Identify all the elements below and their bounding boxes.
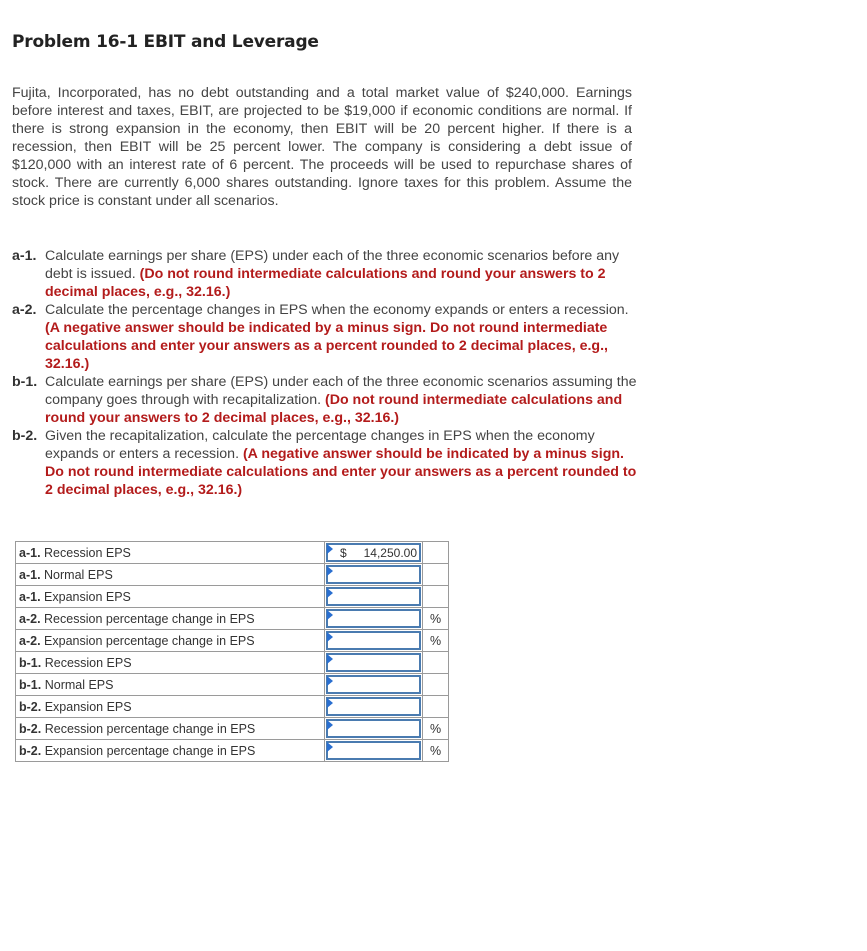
row-label (16, 718, 325, 740)
unit-label (423, 542, 449, 564)
row-label (16, 542, 325, 564)
row-label (16, 652, 325, 674)
answer-cell (325, 674, 423, 696)
answer-cell (325, 586, 423, 608)
row-part: a-2. (19, 633, 41, 648)
row-part: b-1. (19, 677, 42, 692)
problem-statement: Fujita, Incorporated, has no debt outstanding and a total market value of $240,000. Earnings before interest and taxes, EBIT, are projected to be $19,000 if economic conditions are normal. If there is strong expansion in the economy, then EBIT will be 20 percent higher. If there is a recession, then EBIT will be 25 percent lower. The company is considering a debt issue of $120,000 with an interest rate of 6 percent. The proceeds will be used to repurchase shares of stock. There are currently 6,000 shares outstanding. Ignore taxes for this problem. Assume the stock price is constant under all scenarios. (12, 85, 632, 209)
row-label (16, 564, 325, 586)
flag-icon (327, 566, 333, 576)
requirement-item (12, 427, 637, 499)
requirement-instruction: (Do not round intermediate calculations and round your answers to 2 decimal places, e.g., 32.16.) (45, 266, 606, 300)
answer-cell (325, 718, 423, 740)
row-part: a-1. (19, 545, 41, 560)
requirement-text: Calculate earnings per share (EPS) under each of the three economic scenarios assuming the company goes through with recapitalization. (45, 374, 637, 408)
unit-label: % (423, 608, 449, 630)
unit-label (423, 564, 449, 586)
answer-input[interactable] (326, 741, 421, 760)
table-row (16, 696, 449, 718)
row-label-text: Normal EPS (44, 677, 114, 692)
row-part: b-1. (19, 655, 42, 670)
row-label (16, 740, 325, 762)
table-row (16, 652, 449, 674)
answer-input[interactable] (326, 631, 421, 650)
answer-input[interactable] (326, 609, 421, 628)
row-label-text: Expansion percentage change in EPS (44, 633, 255, 648)
flag-icon (327, 654, 333, 664)
flag-icon (327, 588, 333, 598)
table-row (16, 542, 449, 564)
row-part: b-2. (19, 743, 42, 758)
unit-label: % (423, 718, 449, 740)
flag-icon (327, 632, 333, 642)
requirement-label: a-1. (12, 248, 37, 264)
answer-cell (325, 630, 423, 652)
requirement-item (12, 373, 637, 427)
requirement-instruction: (A negative answer should be indicated by a minus sign. Do not round intermediate calculations and enter your answers as a percent rounded to 2 decimal places, e.g., 32.16.) (45, 446, 637, 498)
flag-icon (327, 742, 333, 752)
row-label-text: Recession percentage change in EPS (44, 721, 256, 736)
row-label (16, 696, 325, 718)
row-label (16, 674, 325, 696)
flag-icon (327, 698, 333, 708)
unit-label: % (423, 630, 449, 652)
row-label-text: Recession percentage change in EPS (44, 611, 255, 626)
row-label-text: Recession EPS (44, 545, 131, 560)
requirement-text: Given the recapitalization, calculate the percentage changes in EPS when the economy expands or enters a recession. (45, 428, 595, 462)
row-part: a-2. (19, 611, 41, 626)
requirement-label: b-2. (12, 428, 38, 444)
requirement-label: b-1. (12, 374, 38, 390)
page-title: Problem 16-1 EBIT and Leverage (12, 32, 319, 52)
table-row (16, 740, 449, 762)
requirement-item (12, 301, 637, 373)
answer-input[interactable] (326, 719, 421, 738)
flag-icon (327, 610, 333, 620)
table-row (16, 608, 449, 630)
row-label (16, 630, 325, 652)
table-row (16, 630, 449, 652)
row-label-text: Expansion EPS (44, 699, 132, 714)
currency-symbol: $ (340, 545, 347, 560)
unit-label (423, 674, 449, 696)
requirement-text: Calculate earnings per share (EPS) under each of the three economic scenarios before any debt is issued. (45, 248, 620, 282)
row-label-text: Recession EPS (44, 655, 132, 670)
table-row (16, 674, 449, 696)
row-label (16, 608, 325, 630)
unit-label (423, 696, 449, 718)
row-label-text: Expansion EPS (44, 589, 131, 604)
answer-input[interactable] (326, 543, 421, 562)
answer-cell (325, 740, 423, 762)
flag-icon (327, 544, 333, 554)
answer-table (15, 541, 449, 762)
answer-input[interactable] (326, 697, 421, 716)
requirement-text: Calculate the percentage changes in EPS when the economy expands or enters a recession. (45, 302, 629, 318)
answer-input[interactable] (326, 565, 421, 584)
requirement-instruction: (Do not round intermediate calculations and round your answers to 2 decimal places, e.g., 32.16.) (45, 392, 623, 426)
requirement-label: a-2. (12, 302, 37, 318)
row-part: a-1. (19, 589, 41, 604)
requirement-instruction: (A negative answer should be indicated by a minus sign. Do not round intermediate calculations and enter your answers as a percent rounded to 2 decimal places, e.g., 32.16.) (45, 320, 608, 372)
requirements-list (12, 247, 637, 499)
flag-icon (327, 720, 333, 730)
table-row (16, 564, 449, 586)
row-part: b-2. (19, 721, 42, 736)
answer-cell (325, 564, 423, 586)
flag-icon (327, 676, 333, 686)
answer-cell (325, 652, 423, 674)
answer-cell (325, 542, 423, 564)
row-part: a-1. (19, 567, 41, 582)
table-row (16, 586, 449, 608)
requirement-item (12, 247, 637, 301)
answer-input[interactable] (326, 587, 421, 606)
row-part: b-2. (19, 699, 42, 714)
answer-cell (325, 608, 423, 630)
row-label-text: Normal EPS (44, 567, 113, 582)
unit-label: % (423, 740, 449, 762)
answer-input[interactable] (326, 675, 421, 694)
table-row (16, 718, 449, 740)
answer-cell (325, 696, 423, 718)
answer-input[interactable] (326, 653, 421, 672)
unit-label (423, 652, 449, 674)
answer-value: 14,250.00 (363, 545, 417, 560)
unit-label (423, 586, 449, 608)
row-label (16, 586, 325, 608)
row-label-text: Expansion percentage change in EPS (44, 743, 256, 758)
